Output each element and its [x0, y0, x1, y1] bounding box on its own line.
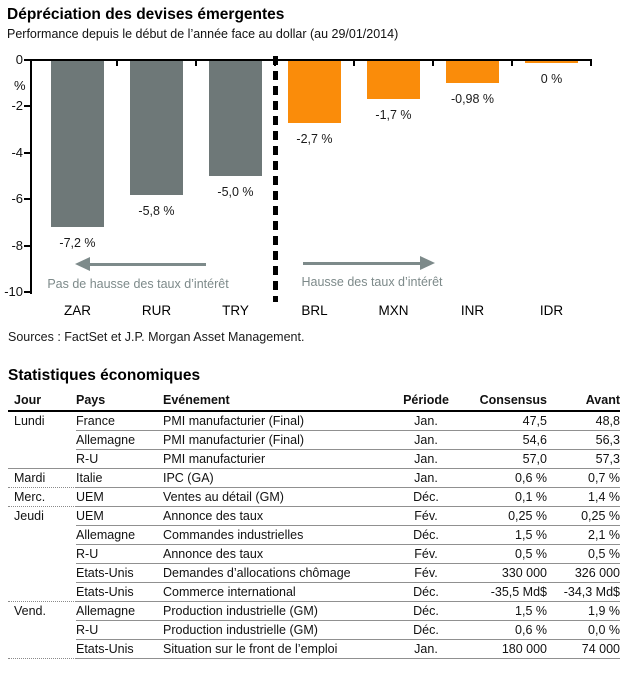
cell-jour	[8, 583, 76, 602]
category-label-RUR: RUR	[141, 303, 172, 318]
cell-pays: France	[76, 412, 163, 431]
y-tick-label: -10	[4, 284, 23, 299]
cell-pays: Etats-Unis	[76, 640, 163, 659]
cell-avant: 56,3	[547, 431, 620, 450]
cell-evenement: PMI manufacturier (Final)	[163, 412, 395, 431]
category-label-MXN: MXN	[378, 303, 409, 318]
cell-periode: Jan.	[395, 450, 457, 469]
table-header-row	[8, 392, 620, 412]
y-tick-label: 0	[15, 52, 23, 67]
cell-evenement: PMI manufacturier (Final)	[163, 431, 395, 450]
group-divider-dashed-line	[273, 56, 278, 302]
table-row	[8, 640, 620, 659]
cell-evenement: Annonce des taux	[163, 545, 395, 564]
category-label-INR: INR	[460, 303, 485, 318]
cell-periode: Déc.	[395, 621, 457, 640]
cell-evenement: Situation sur le front de l’emploi	[163, 640, 395, 659]
cell-pays: Italie	[76, 469, 163, 488]
cell-pays: Allemagne	[76, 431, 163, 450]
cell-avant: 2,1 %	[547, 526, 620, 545]
y-tick-label: -4	[11, 145, 23, 160]
table-row	[8, 602, 620, 621]
category-label-ZAR: ZAR	[64, 303, 91, 318]
table-row	[8, 583, 620, 602]
x-axis-tick	[195, 61, 197, 66]
bar-TRY	[209, 60, 262, 176]
category-label-IDR: IDR	[539, 303, 564, 318]
table-row	[8, 564, 620, 583]
cell-periode: Déc.	[395, 602, 457, 621]
cell-pays: UEM	[76, 507, 163, 526]
cell-jour	[8, 526, 76, 545]
y-axis-unit-label: %	[14, 78, 26, 93]
table-row	[8, 488, 620, 507]
table-row	[8, 621, 620, 640]
cell-avant: 1,9 %	[547, 602, 620, 621]
cell-jour: Vend.	[14, 604, 46, 618]
cell-consensus: 47,5	[457, 412, 547, 431]
bar-MXN	[367, 60, 420, 99]
y-tick-mark	[24, 291, 30, 293]
table-row	[8, 526, 620, 545]
y-tick-mark	[24, 245, 30, 247]
economic-stats-table	[8, 392, 620, 659]
category-label-TRY: TRY	[222, 303, 249, 318]
cell-consensus: 0,6 %	[457, 621, 547, 640]
bar-value-label: -0,98 %	[450, 92, 495, 106]
cell-consensus: 0,25 %	[457, 507, 547, 526]
column-header-evenement: Evénement	[163, 393, 230, 407]
cell-pays: Allemagne	[76, 526, 163, 545]
y-tick-label: -2	[11, 98, 23, 113]
cell-pays: Allemagne	[76, 602, 163, 621]
cell-periode: Fév.	[395, 507, 457, 526]
y-tick-mark	[24, 152, 30, 154]
bar-chart	[0, 0, 627, 330]
cell-jour	[8, 545, 76, 564]
cell-evenement: Commandes industrielles	[163, 526, 395, 545]
cell-avant: 0,5 %	[547, 545, 620, 564]
chart-subtitle: Performance depuis le début de l’année face au dollar (au 29/01/2014)	[7, 27, 399, 41]
right-arrow-line	[303, 262, 421, 265]
cell-jour	[8, 621, 76, 640]
cell-jour: Merc.	[8, 488, 76, 507]
cell-avant: 0,0 %	[547, 621, 620, 640]
cell-periode: Fév.	[395, 564, 457, 583]
category-label-BRL: BRL	[301, 303, 328, 318]
cell-avant: 1,4 %	[547, 488, 620, 507]
x-axis-line	[30, 59, 592, 61]
cell-periode: Jan.	[395, 412, 457, 431]
cell-avant: -34,3 Md$	[547, 583, 620, 602]
cell-jour	[8, 640, 76, 659]
cell-pays: R-U	[76, 450, 163, 469]
cell-evenement: Commerce international	[163, 583, 395, 602]
cell-jour: Lundi	[14, 414, 45, 428]
table-row	[8, 450, 620, 469]
cell-consensus: 0,6 %	[457, 469, 547, 488]
table-row	[8, 507, 620, 526]
table-row	[8, 412, 620, 431]
right-arrow-head-icon	[420, 256, 435, 270]
bar-ZAR	[51, 60, 104, 227]
y-axis-line	[30, 59, 32, 294]
y-tick-mark	[24, 59, 30, 61]
cell-jour	[8, 431, 76, 450]
x-axis-tick	[511, 61, 513, 66]
cell-consensus: 330 000	[457, 564, 547, 583]
stats-section-title: Statistiques économiques	[8, 367, 201, 384]
bar-RUR	[130, 60, 183, 195]
cell-periode: Jan.	[395, 469, 457, 488]
cell-consensus: -35,5 Md$	[457, 583, 547, 602]
cell-jour	[8, 564, 76, 583]
cell-jour: Mardi	[8, 469, 76, 488]
chart-title: Dépréciation des devises émergentes	[7, 6, 285, 23]
table-body	[8, 412, 620, 659]
x-axis-tick	[116, 61, 118, 66]
cell-evenement: PMI manufacturier	[163, 450, 395, 469]
cell-evenement: Production industrielle (GM)	[163, 621, 395, 640]
cell-evenement: Demandes d’allocations chômage	[163, 564, 395, 583]
bar-INR	[446, 60, 499, 83]
y-tick-label: -8	[11, 238, 23, 253]
cell-periode: Déc.	[395, 583, 457, 602]
column-header-jour: Jour	[14, 393, 42, 407]
bar-value-label: -7,2 %	[59, 236, 96, 250]
bar-value-label: -5,8 %	[138, 204, 175, 218]
column-header-periode: Période	[403, 393, 449, 407]
cell-avant: 326 000	[547, 564, 620, 583]
column-header-avant: Avant	[585, 393, 620, 407]
y-tick-mark	[24, 105, 30, 107]
cell-avant: 0,7 %	[547, 469, 620, 488]
bar-BRL	[288, 60, 341, 123]
cell-avant: 0,25 %	[547, 507, 620, 526]
cell-jour	[8, 450, 76, 469]
cell-avant: 57,3	[547, 450, 620, 469]
x-axis-tick	[353, 61, 355, 66]
right-arrow-caption: Hausse des taux d’intérêt	[301, 275, 443, 289]
x-axis-tick	[432, 61, 434, 66]
cell-jour: Jeudi	[14, 509, 44, 523]
bar-value-label: -5,0 %	[217, 185, 254, 199]
cell-consensus: 54,6	[457, 431, 547, 450]
table-row	[8, 545, 620, 564]
cell-pays: R-U	[76, 545, 163, 564]
cell-consensus: 57,0	[457, 450, 547, 469]
table-row	[8, 431, 620, 450]
cell-periode: Jan.	[395, 640, 457, 659]
y-tick-label: -6	[11, 191, 23, 206]
cell-consensus: 180 000	[457, 640, 547, 659]
cell-evenement: IPC (GA)	[163, 469, 395, 488]
sources-line: Sources : FactSet et J.P. Morgan Asset Management.	[8, 330, 305, 344]
cell-periode: Jan.	[395, 431, 457, 450]
cell-avant: 74 000	[547, 640, 620, 659]
cell-consensus: 1,5 %	[457, 526, 547, 545]
cell-periode: Déc.	[395, 488, 457, 507]
cell-evenement: Production industrielle (GM)	[163, 602, 395, 621]
cell-pays: Etats-Unis	[76, 583, 163, 602]
cell-avant: 48,8	[547, 412, 620, 431]
cell-periode: Déc.	[395, 526, 457, 545]
column-header-consensus: Consensus	[479, 393, 547, 407]
cell-consensus: 0,1 %	[457, 488, 547, 507]
cell-pays: UEM	[76, 488, 163, 507]
x-axis-tick	[590, 61, 592, 66]
bar-value-label: -2,7 %	[296, 132, 333, 146]
bar-value-label: -1,7 %	[375, 108, 412, 122]
bar-value-label: 0 %	[540, 72, 563, 86]
cell-consensus: 0,5 %	[457, 545, 547, 564]
table-row	[8, 469, 620, 488]
y-tick-mark	[24, 198, 30, 200]
cell-pays: R-U	[76, 621, 163, 640]
cell-pays: Etats-Unis	[76, 564, 163, 583]
column-header-pays: Pays	[76, 393, 106, 407]
left-arrow-caption: Pas de hausse des taux d’intérêt	[47, 277, 229, 291]
left-arrow-line	[88, 263, 206, 266]
cell-consensus: 1,5 %	[457, 602, 547, 621]
left-arrow-head-icon	[75, 257, 90, 271]
cell-periode: Fév.	[395, 545, 457, 564]
cell-evenement: Ventes au détail (GM)	[163, 488, 395, 507]
cell-evenement: Annonce des taux	[163, 507, 395, 526]
